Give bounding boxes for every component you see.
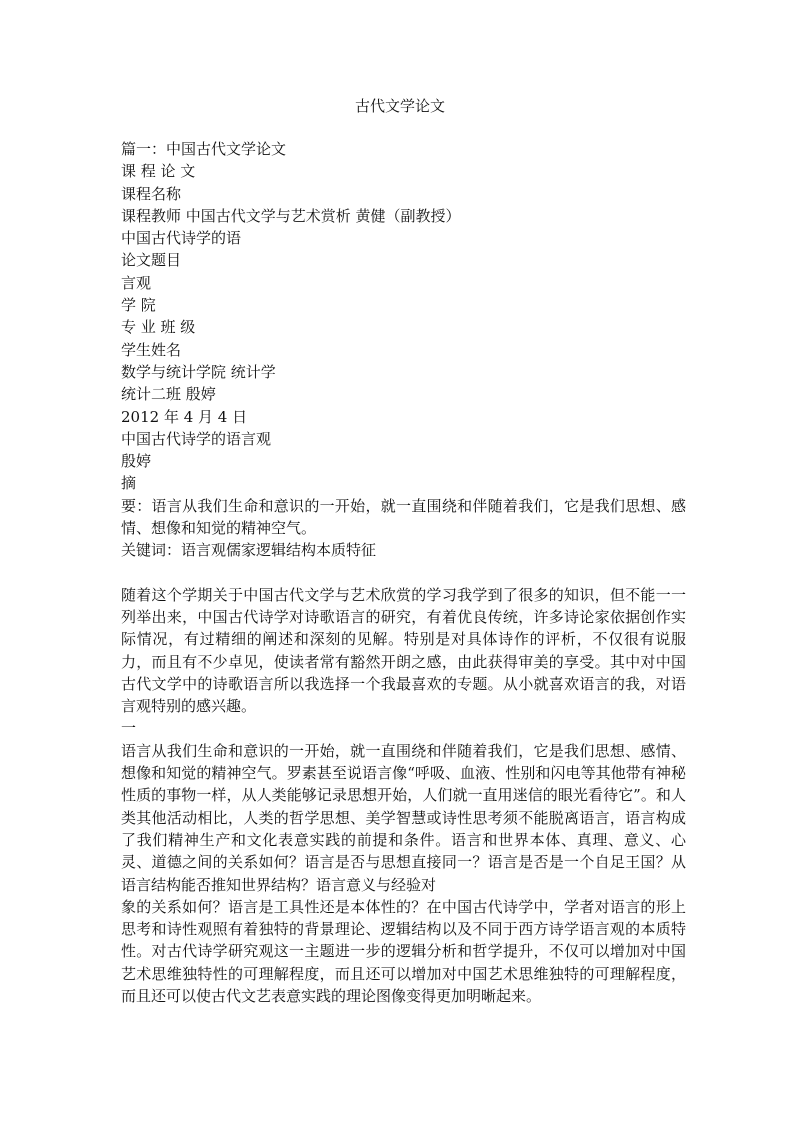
header-line-course-paper: 课 程 论 文 xyxy=(121,162,196,181)
header-line-student-label: 学生姓名 xyxy=(121,340,182,359)
header-line-paper-title: 中国古代诗学的语言观 xyxy=(121,429,272,448)
header-line-abstract-start: 摘 xyxy=(121,474,137,493)
section-marker: 一 xyxy=(121,719,137,738)
header-line-topic-part1: 中国古代诗学的语 xyxy=(121,229,242,248)
abstract-text: 要：语言从我们生命和意识的一开始，就一直围绕和伴随着我们，它是我们思想、感情、想像和知觉的精神空气。 xyxy=(121,496,686,538)
intro-paragraph: 随着这个学期关于中国古代文学与艺术欣赏的学习我学到了很多的知识，但不能一一列举出来，中国古代诗学对诗歌语言的研究，有着优良传统，许多诗论家依据创作实际情况，有过精细的阐述和深刻的见解。特别是对具体诗作的评析，不仅很有说服力，而且有不少卓见，使读者常有豁然开朗之感，由此获得审美的享受。其中对中国古代文学中的诗歌语言所以我选择一个我最喜欢的专题。从小就喜欢语言的我，对语言观特别的感兴趣。 xyxy=(121,585,686,716)
header-line-college: 数学与统计学院 统计学 xyxy=(121,362,276,381)
keywords-line: 关键词：语言观儒家逻辑结构本质特征 xyxy=(121,541,377,560)
document-title: 古代文学论文 xyxy=(354,97,445,115)
header-line-course-name: 课程名称 xyxy=(121,184,182,203)
document-body xyxy=(121,138,686,1007)
header-line-teacher: 课程教师 中国古代文学与艺术赏析 黄健（副教授） xyxy=(121,206,461,225)
header-line-college-label: 学 院 xyxy=(121,296,156,315)
header-line-date: 2012 年 4 月 4 日 xyxy=(121,407,248,426)
header-line-topic-label: 论文题目 xyxy=(121,251,182,270)
header-line-part: 篇一：中国古代文学论文 xyxy=(121,140,287,158)
blank-line xyxy=(121,562,686,584)
header-line-topic-part2: 言观 xyxy=(121,273,152,292)
section-paragraph-2: 象的关系如何？语言是工具性还是本体性的？在中国古代诗学中，学者对语言的形上思考和诗性观照有着独特的背景理论、逻辑结构以及不同于西方诗学语言观的本质特性。对古代诗学研究观这一主题进一步的逻辑分析和哲学提升，不仅可以增加对中国艺术思维独特性的可理解程度，而且还可以增加对中国艺术思维独特的可理解程度，而且还可以使古代文艺表意实践的理论图像变得更加明晰起来。 xyxy=(121,897,686,1005)
header-line-class: 统计二班 殷婷 xyxy=(121,385,216,404)
section-paragraph-1: 语言从我们生命和意识的一开始，就一直围绕和伴随着我们，它是我们思想、感情、想像和知觉的精神空气。罗素甚至说语言像“呼吸、血液、性别和闪电等其他带有神秘性质的事物一样，从人类能够记录思想开始，人们就一直用迷信的眼光看待它”。和人类其他活动相比，人类的哲学思想、美学智慧或诗性思考须不能脱离语言，语言构成了我们精神生产和文化表意实践的前提和条件。语言和世界本体、真理、意义、心灵、道德之间的关系如何？语言是否与思想直接同一？语言是否是一个自足王国？从语言结构能否推知世界结构？语言意义与经验对 xyxy=(121,741,686,894)
header-line-author: 殷婷 xyxy=(121,452,152,471)
header-line-class-label: 专 业 班 级 xyxy=(121,318,196,337)
